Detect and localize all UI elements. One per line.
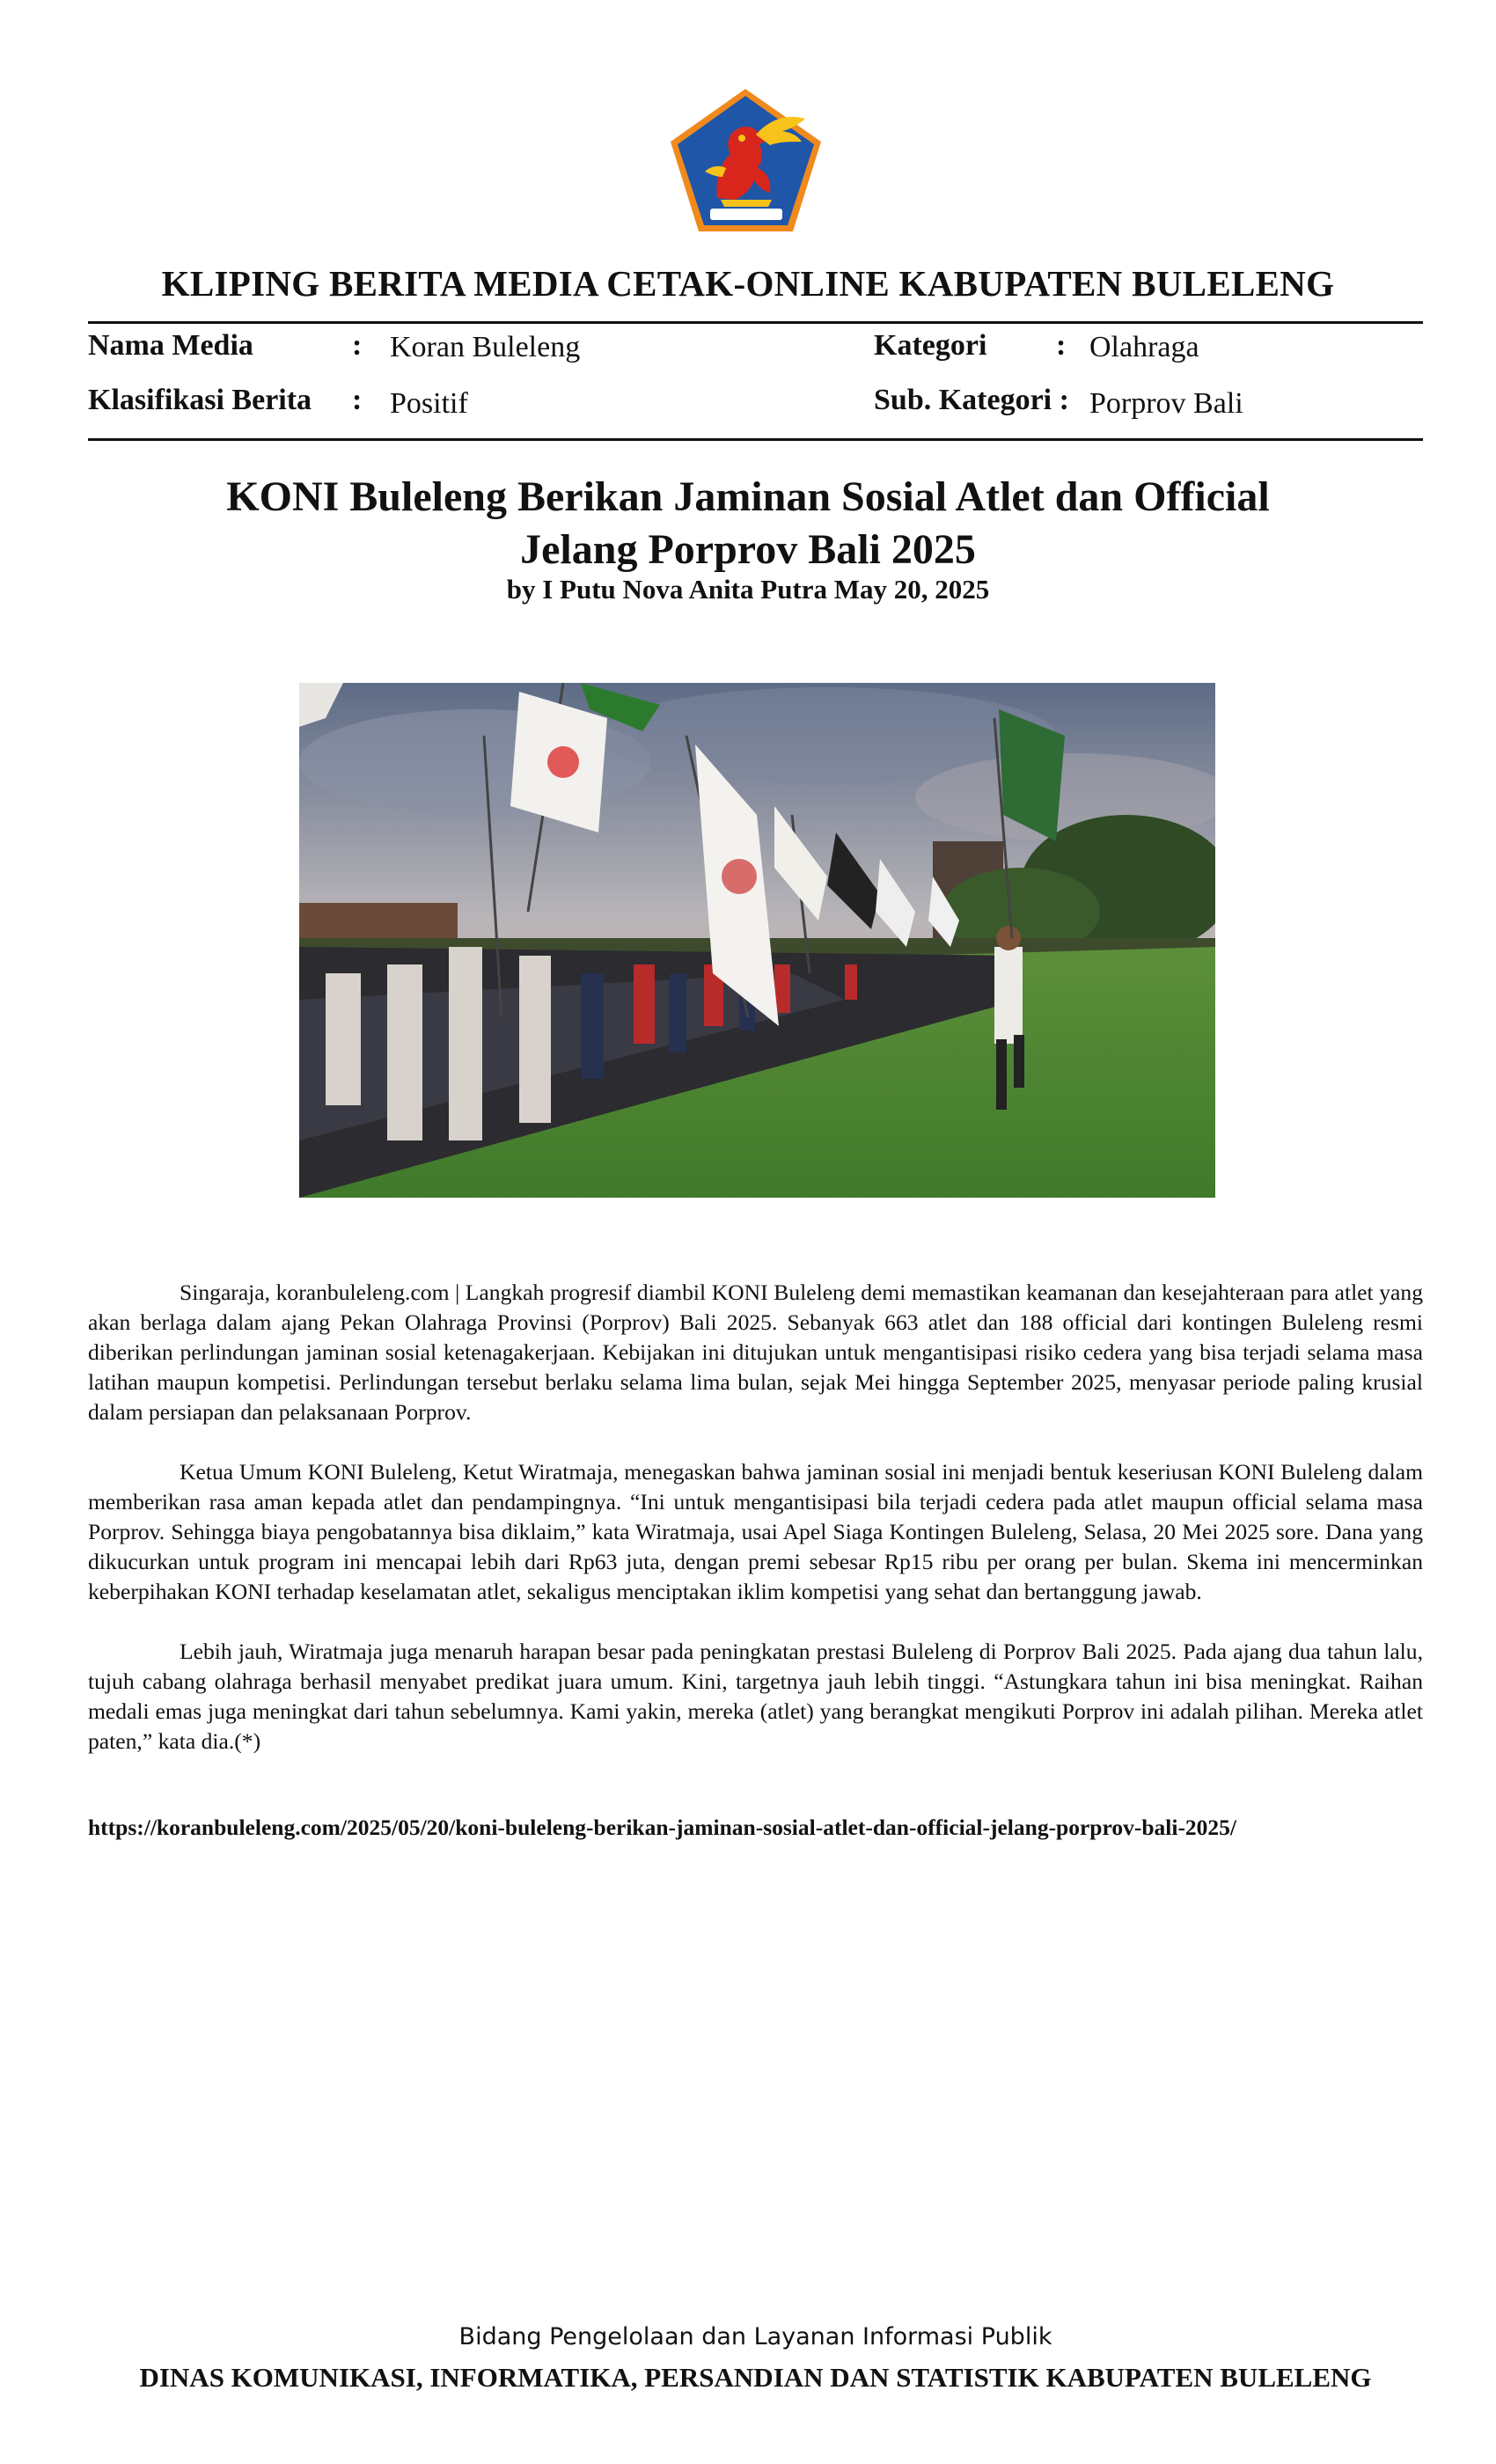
media-label: Nama Media xyxy=(88,329,253,362)
article-paragraph-3: Lebih jauh, Wiratmaja juga menaruh harapan besar pada peningkatan prestasi Buleleng di Porprov Bali 2025. Pada ajang dua tahun lalu, tujuh cabang olahraga berhasil menyabet predikat juara umum. Kini, targetnya jauh lebih tinggi. “Astungkara tahun ini bisa meningkat. Raihan medali emas juga meningkat dari tahun sebelumnya. Kami yakin, mereka (atlet) yang berangkat mengikuti Porprov ini adalah pilihan. Mereka atlet paten,” kata dia.(*) xyxy=(88,1639,1423,1754)
category-value: Olahraga xyxy=(1089,331,1199,363)
clipping-title: KLIPING BERITA MEDIA CETAK-ONLINE KABUPATEN BULELENG xyxy=(161,263,1335,304)
source-url-link[interactable]: https://koranbuleleng.com/2025/05/20/koni-buleleng-berikan-jaminan-sosial-atlet-dan-official-jelang-porprov-bali-2025/ xyxy=(88,1815,1237,1840)
footer-division: Bidang Pengelolaan dan Layanan Informasi Publik xyxy=(458,2323,1052,2350)
classification-label: Klasifikasi Berita xyxy=(88,384,312,416)
media-value: Koran Buleleng xyxy=(390,331,581,363)
header-divider-bottom xyxy=(88,438,1423,441)
subcategory-label: Sub. Kategori : xyxy=(874,384,1069,416)
classification-colon: : xyxy=(352,384,363,416)
article-headline xyxy=(132,471,1364,576)
header-divider-top xyxy=(88,321,1423,324)
media-colon: : xyxy=(352,329,363,362)
headline-line-2: Jelang Porprov Bali 2025 xyxy=(520,526,976,573)
article-paragraph-2: Ketua Umum KONI Buleleng, Ketut Wiratmaja, menegaskan bahwa jaminan sosial ini menjadi bentuk keseriusan KONI Buleleng dalam memberikan rasa aman kepada atlet dan pendampingnya. “Ini untuk mengantisipasi bila terjadi cedera pada atlet maupun official selama masa Porprov. Sehingga biaya pengobatannya bisa diklaim,” kata Wiratmaja, usai Apel Siaga Kontingen Buleleng, Selasa, 20 Mei 2025 sore. Dana yang dikucurkan untuk program ini mencapai lebih dari Rp63 juta, dengan premi sebesar Rp15 ribu per orang per bulan. Skema ini mencerminkan keberpihakan KONI terhadap keselamatan atlet, sekaligus menciptakan iklim kompetisi yang sehat dan bertanggung jawab. xyxy=(88,1459,1423,1604)
athletes-flag-parade-photo xyxy=(299,683,1215,1198)
category-colon: : xyxy=(1056,329,1067,362)
category-label: Kategori xyxy=(874,329,987,362)
subcategory-value: Porprov Bali xyxy=(1089,387,1243,420)
classification-value: Positif xyxy=(390,387,468,420)
article-byline: by I Putu Nova Anita Putra May 20, 2025 xyxy=(506,574,990,605)
article-paragraph-1: Singaraja, koranbuleleng.com | Langkah progresif diambil KONI Buleleng demi memastikan keamanan dan kesejahteraan para atlet yang akan berlaga dalam ajang Pekan Olahraga Provinsi (Porprov) Bali 2025. Sebanyak 663 atlet dan 188 official dari kontingen Buleleng resmi diberikan perlindungan jaminan sosial ketenagakerjaan. Kebijakan ini ditujukan untuk mengantisipasi risiko cedera yang bisa terjadi selama masa latihan maupun kompetisi. Perlindungan tersebut berlaku selama lima bulan, sejak Mei hingga September 2025, menyasar periode paling krusial dalam persiapan dan pelaksanaan Porprov. xyxy=(88,1280,1423,1425)
singa-ambara-raja-crest-icon xyxy=(664,84,827,238)
footer-agency: DINAS KOMUNIKASI, INFORMATIKA, PERSANDIAN DAN STATISTIK KABUPATEN BULELENG xyxy=(139,2362,1372,2393)
headline-line-1: KONI Buleleng Berikan Jaminan Sosial Atlet dan Official xyxy=(226,473,1270,520)
article-body xyxy=(88,1278,1423,1786)
